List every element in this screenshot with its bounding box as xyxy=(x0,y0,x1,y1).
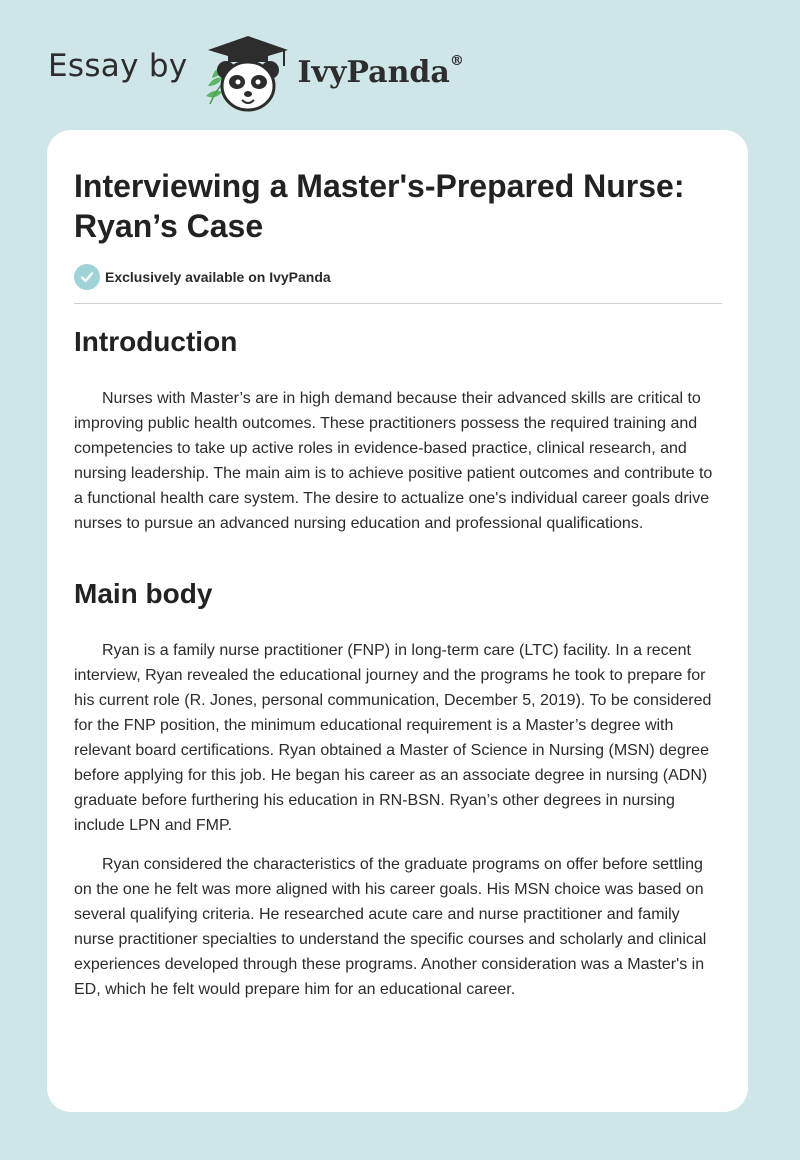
article-card xyxy=(47,130,748,1112)
section-heading-introduction: Introduction xyxy=(74,326,238,357)
brand-text: IvyPanda xyxy=(297,54,450,90)
registered-mark: ® xyxy=(449,52,464,69)
paragraph: Ryan considered the characteristics of the graduate programs on offer before settling on the one he felt was more aligned with his career goals. His MSN choice was based on several qualifying criteria. He researched acute care and nurse practitioner and family nurse practitioner specialties to understand the specific courses and scholarly and clinical experiences developed through these programs. Another consideration was a Master's in ED, which he felt would prepare him for an educational career. xyxy=(74,856,707,998)
page-title: Interviewing a Master's-Prepared Nurse: Ryan’s Case xyxy=(74,168,685,244)
site-header xyxy=(48,30,464,114)
check-icon xyxy=(74,264,100,290)
brand-name[interactable] xyxy=(297,52,464,90)
paragraph: Ryan is a family nurse practitioner (FNP) in long-term care (LTC) facility. In a recent interview, Ryan revealed the educational journey and the programs he took to prepare for his current role (R. Jones, personal communication, December 5, 2019). To be considered for the FNP position, the minimum educational requirement is a Master’s degree with relevant board certifications. Ryan obtained a Master of Science in Nursing (MSN) degree before applying for this job. He began his career as an associate degree in nursing (ADN) graduate before furthering his education in RN-BSN. Ryan’s other degrees in nursing include LPN and FMP. xyxy=(74,642,712,834)
paragraph: Nurses with Master’s are in high demand because their advanced skills are critical to improving public health outcomes. These practitioners possess the required training and competencies to take up active roles in evidence-based practice, clinical research, and nursing leadership. The main aim is to achieve positive patient outcomes and contribute to a functional health care system. The desire to actualize one's individual career goals drive nurses to pursue an advanced nursing education and professional qualifications. xyxy=(74,390,713,532)
essay-by-label: Essay by xyxy=(48,48,188,84)
exclusive-badge xyxy=(74,264,331,290)
section-heading-main-body: Main body xyxy=(74,578,213,609)
divider xyxy=(74,303,722,304)
panda-logo-icon[interactable] xyxy=(202,30,294,114)
exclusive-badge-label: Exclusively available on IvyPanda xyxy=(105,269,331,285)
